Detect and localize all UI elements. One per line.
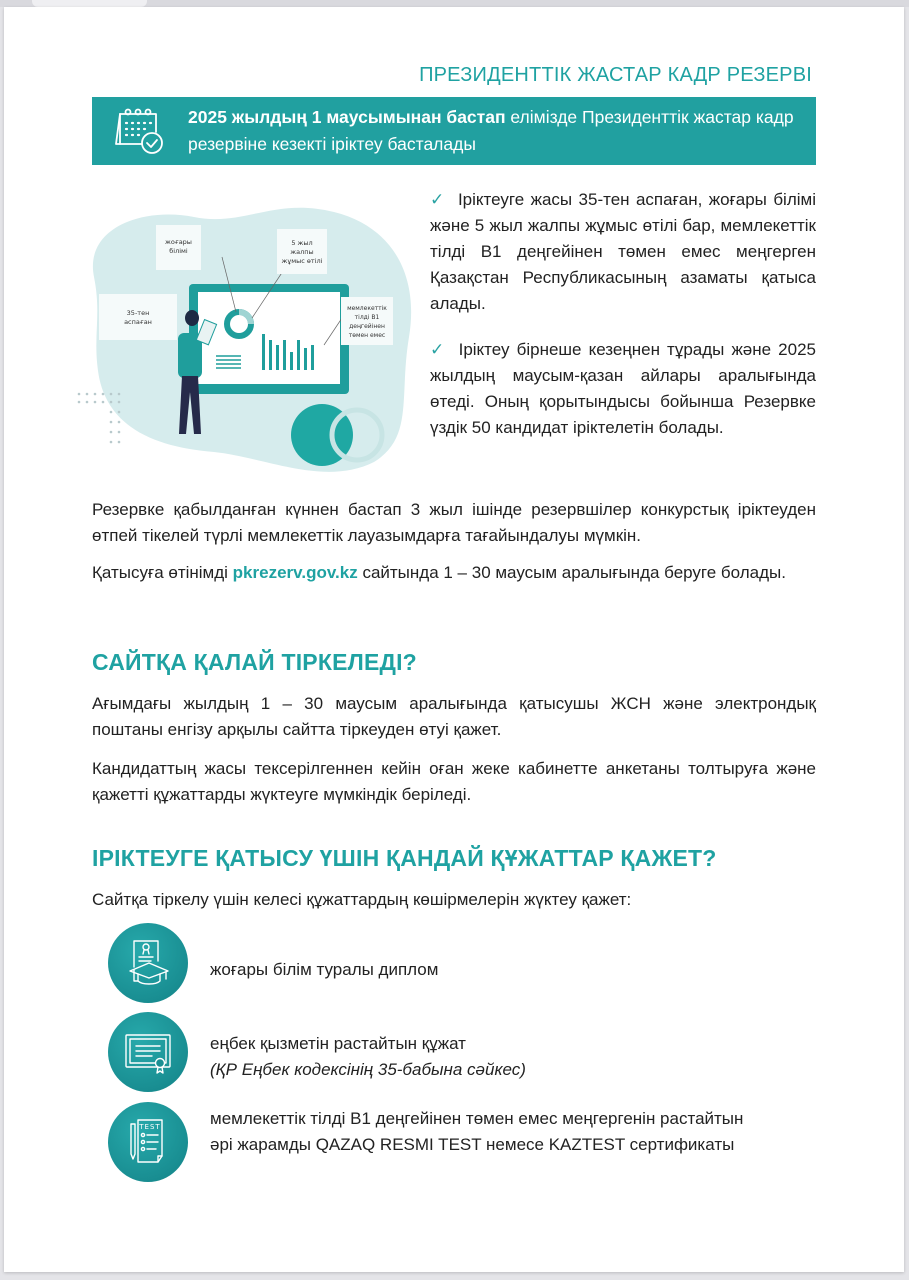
- document-item-language-certificate: [108, 1102, 818, 1182]
- website-link[interactable]: pkrezerv.gov.kz: [232, 563, 358, 582]
- test-document-icon: [122, 1116, 174, 1168]
- label-language-line3: деңгейінен: [349, 323, 385, 330]
- label-age-line1: 35-тен: [126, 309, 150, 317]
- banner-regular-text: елімізде Президенттік жастар кадр резервіне кезекті іріктеу басталады: [188, 107, 794, 154]
- test-label: TEST: [139, 1123, 161, 1131]
- checkmark-icon: ✓: [430, 190, 446, 209]
- document-item-diploma: [108, 923, 818, 1003]
- document-item-text: мемлекеттік тілді В1 деңгейінен төмен емес меңгергенін растайтын әрі жарамды QAZAQ RESMI TEST немесе KAZTEST сертификаты: [210, 1109, 744, 1154]
- diploma-graduation-cap-icon: [122, 937, 174, 989]
- bullet-item: [430, 337, 816, 441]
- icon-circle: [108, 1102, 188, 1182]
- label-language-line2: тілді В1: [354, 314, 380, 321]
- document-item-text-group: [210, 1031, 526, 1083]
- banner-bold-text: 2025 жылдың 1 маусымынан бастап: [188, 107, 506, 127]
- bullet-text: Іріктеу бірнеше кезеңнен тұрады және 2025 жылдың маусым-қазан айлары аралығында өтеді. Оның қорытындысы бойынша Резервке үздік 50 кандидат іріктелетін болады.: [430, 340, 816, 437]
- bullet-item: [430, 187, 816, 317]
- registration-heading: САЙТҚА ҚАЛАЙ ТІРКЕЛЕДІ?: [92, 649, 417, 675]
- label-language-line4: төмен емес: [348, 332, 386, 339]
- announcement-banner: [92, 97, 816, 165]
- label-experience-line2: жалпы: [290, 248, 314, 256]
- documents-heading: ІРІКТЕУГЕ ҚАТЫСУ ҮШІН ҚАНДАЙ ҚҰЖАТТАР ҚАЖЕТ?: [92, 845, 717, 871]
- banner-text: [188, 104, 808, 158]
- checkmark-icon: ✓: [430, 340, 447, 359]
- eligibility-bullets: [430, 187, 816, 461]
- apply-paragraph: [92, 560, 816, 586]
- label-experience-line3: жұмыс өтілі: [281, 257, 323, 265]
- bullet-text: Іріктеуге жасы 35-тен аспаған, жоғары білімі және 5 жыл жалпы жұмыс өтілі бар, мемлекеттік тілді В1 деңгейінен төмен емес меңгерген Қазақстан Республикасының азаматы қатыса алады.: [430, 190, 816, 313]
- document-item-text: жоғары білім туралы диплом: [210, 960, 439, 979]
- document-title: ПРЕЗИДЕНТТІК ЖАСТАР КАДР РЕЗЕРВІ: [419, 64, 812, 86]
- monitor-screen: [198, 292, 340, 384]
- requirements-illustration: [74, 187, 419, 482]
- reserve-info-paragraph: Резервке қабылданған күннен бастап 3 жыл ішінде резервшілер конкурстық іріктеуден өтпей тікелей түрлі мемлекеттік лауазымдарға тағайындалуы мүмкін.: [92, 500, 816, 545]
- document-item-text: еңбек қызметін растайтын құжат: [210, 1034, 466, 1053]
- label-education-line1: жоғары: [165, 238, 192, 246]
- viewer-top-bar: [0, 0, 909, 7]
- label-education-line2: білімі: [169, 247, 188, 255]
- registration-paragraph-1: Ағымдағы жылдың 1 – 30 маусым аралығында қатысушы ЖСН және электрондық поштаны енгізу арқылы сайтта тіркеуден өтуі қажет.: [92, 694, 816, 739]
- viewer-tab[interactable]: [32, 0, 147, 7]
- label-experience-line1: 5 жыл: [291, 239, 313, 247]
- document-item-note: (ҚР Еңбек кодексінің 35-бабына сәйкес): [210, 1060, 526, 1079]
- document-item-employment: [108, 1012, 818, 1092]
- document-page: [4, 7, 904, 1272]
- icon-circle: [108, 1012, 188, 1092]
- certificate-icon: [122, 1026, 174, 1078]
- documents-intro: Сайтқа тіркелу үшін келесі құжаттардың көшірмелерін жүктеу қажет:: [92, 890, 632, 909]
- apply-text-after: сайтында 1 – 30 маусым аралығында беруге болады.: [357, 563, 786, 582]
- registration-paragraph-2: Кандидаттың жасы тексерілгеннен кейін оған жеке кабинетте анкетаны толтыруға және қажетті құжаттарды жүктеуге мүмкіндік беріледі.: [92, 759, 816, 804]
- calendar-check-icon: [112, 106, 166, 156]
- apply-text-before: Қатысуға өтінімді: [92, 563, 233, 582]
- label-age-line2: аспаған: [124, 318, 152, 326]
- icon-circle: [108, 923, 188, 1003]
- label-language-line1: мемлекеттік: [347, 305, 387, 312]
